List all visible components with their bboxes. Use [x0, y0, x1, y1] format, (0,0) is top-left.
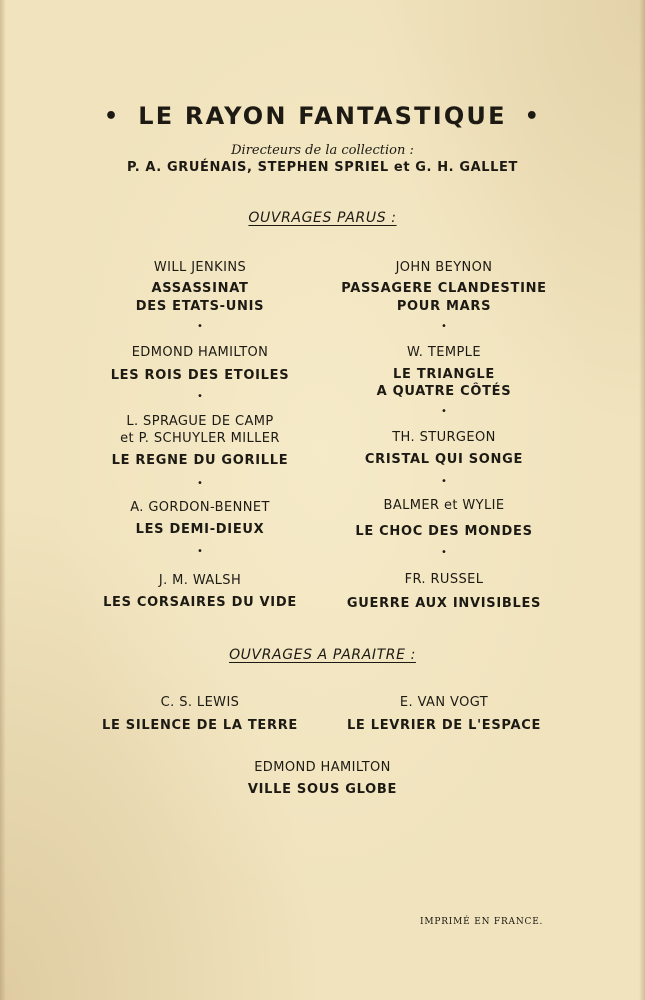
forthcoming-left-author: C. S. LEWIS: [160, 695, 240, 710]
separator-bullet: •: [441, 406, 447, 417]
published-right-title: POUR MARS: [396, 299, 492, 314]
published-left-author: EDMOND HAMILTON: [131, 345, 269, 360]
published-right-author: W. TEMPLE: [407, 345, 481, 360]
published-right-title: PASSAGERE CLANDESTINE: [341, 281, 547, 296]
published-right-title: CRISTAL QUI SONGE: [364, 452, 524, 467]
published-heading-text: OUVRAGES PARUS :: [248, 210, 397, 226]
separator-bullet: •: [441, 321, 447, 332]
published-right-author: FR. RUSSEL: [404, 572, 484, 587]
separator-bullet: •: [197, 391, 203, 402]
published-right-title: GUERRE AUX INVISIBLES: [346, 596, 542, 611]
published-right-title: LE TRIANGLE: [393, 367, 495, 382]
title-bullet-left: •: [104, 104, 121, 129]
separator-bullet: •: [197, 478, 203, 489]
published-left-author: WILL JENKINS: [153, 260, 247, 275]
collection-title: [0, 102, 645, 130]
published-left-author: et P. SCHUYLER MILLER: [120, 431, 280, 446]
forthcoming-center-title: VILLE SOUS GLOBE: [247, 782, 398, 797]
directors-names: P. A. GRUÉNAIS, STEPHEN SPRIEL et G. H. GALLET: [126, 160, 518, 175]
forthcoming-center-author: EDMOND HAMILTON: [254, 760, 391, 775]
published-right-author: JOHN BEYNON: [395, 260, 493, 275]
published-left-title: ASSASSINAT: [151, 281, 249, 296]
forthcoming-right-author: E. VAN VOGT: [399, 695, 489, 710]
published-left-title: LES CORSAIRES DU VIDE: [103, 595, 297, 610]
published-left-author: J. M. WALSH: [158, 573, 242, 588]
published-right-author: BALMER et WYLIE: [383, 498, 505, 513]
published-right-title: LE CHOC DES MONDES: [355, 524, 533, 539]
published-left-title: LES DEMI-DIEUX: [135, 522, 265, 537]
published-left-title: LE REGNE DU GORILLE: [111, 453, 289, 468]
directors-label: Directeurs de la collection :: [231, 143, 414, 158]
separator-bullet: •: [197, 321, 203, 332]
published-right-title: A QUATRE CÔTÉS: [376, 384, 512, 399]
separator-bullet: •: [441, 476, 447, 487]
forthcoming-heading-text: OUVRAGES A PARAITRE :: [229, 647, 416, 663]
published-left-author: L. SPRAGUE DE CAMP: [126, 414, 274, 429]
title-bullet-right: •: [524, 104, 541, 129]
separator-bullet: •: [441, 547, 447, 558]
published-heading: [0, 210, 645, 226]
collection-title-text: LE RAYON FANTASTIQUE: [138, 102, 507, 130]
forthcoming-left-title: LE SILENCE DE LA TERRE: [102, 718, 298, 733]
separator-bullet: •: [197, 546, 203, 557]
published-left-title: DES ETATS-UNIS: [135, 299, 265, 314]
published-right-author: TH. STURGEON: [392, 430, 496, 445]
forthcoming-heading: [0, 647, 645, 663]
published-left-title: LES ROIS DES ETOILES: [110, 368, 290, 383]
published-left-author: A. GORDON-BENNET: [130, 500, 270, 515]
forthcoming-right-title: LE LEVRIER DE L'ESPACE: [346, 718, 542, 733]
printed-in-france: IMPRIMÉ EN FRANCE.: [420, 917, 544, 927]
